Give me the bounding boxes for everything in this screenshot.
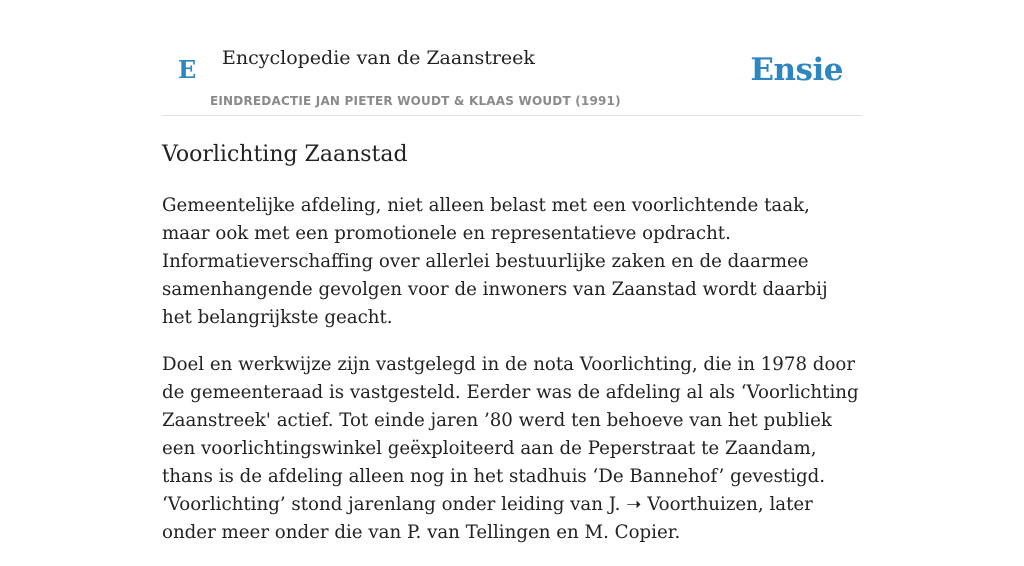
source-header <box>162 0 862 116</box>
source-editors: EINDREDACTIE JAN PIETER WOUDT & KLAAS WOUDT (1991) <box>210 94 621 108</box>
source-logo[interactable]: E <box>178 55 197 84</box>
source-title-link[interactable]: Encyclopedie van de Zaanstreek <box>222 47 535 69</box>
entry-paragraph-1: Gemeentelijke afdeling, niet alleen belast met een voorlichtende taak, maar ook met een promotionele en representatieve opdracht. Informatieverschaffing over allerlei bestuurlijke zaken en de daarmee samenhangende gevolgen voor de inwoners van Zaanstad wordt daarbij het belangrijkste geacht. <box>162 195 828 328</box>
entry-title: Voorlichting Zaanstad <box>162 142 408 167</box>
entry-body <box>162 192 862 566</box>
ensie-logo[interactable]: Ensie <box>750 52 843 88</box>
entry-paragraph-2: Doel en werkwijze zijn vastgelegd in de nota Voorlichting, die in 1978 door de gemeenteraad is vastgesteld. Eerder was de afdeling al als ‘Voorlichting Zaanstreek' actief. Tot einde jaren ’80 werd ten behoeve van het publiek een voorlichtingswinkel geëxploiteerd aan de Peperstraat te Zaandam, thans is de afdeling alleen nog in het stadhuis ‘De Bannehof’ gevestigd. ‘Voorlichting’ stond jarenlang onder leiding van J. ➝ Voorthuizen, later onder meer onder die van P. van Tellingen en M. Copier. <box>162 354 859 543</box>
entry-card <box>162 0 862 543</box>
